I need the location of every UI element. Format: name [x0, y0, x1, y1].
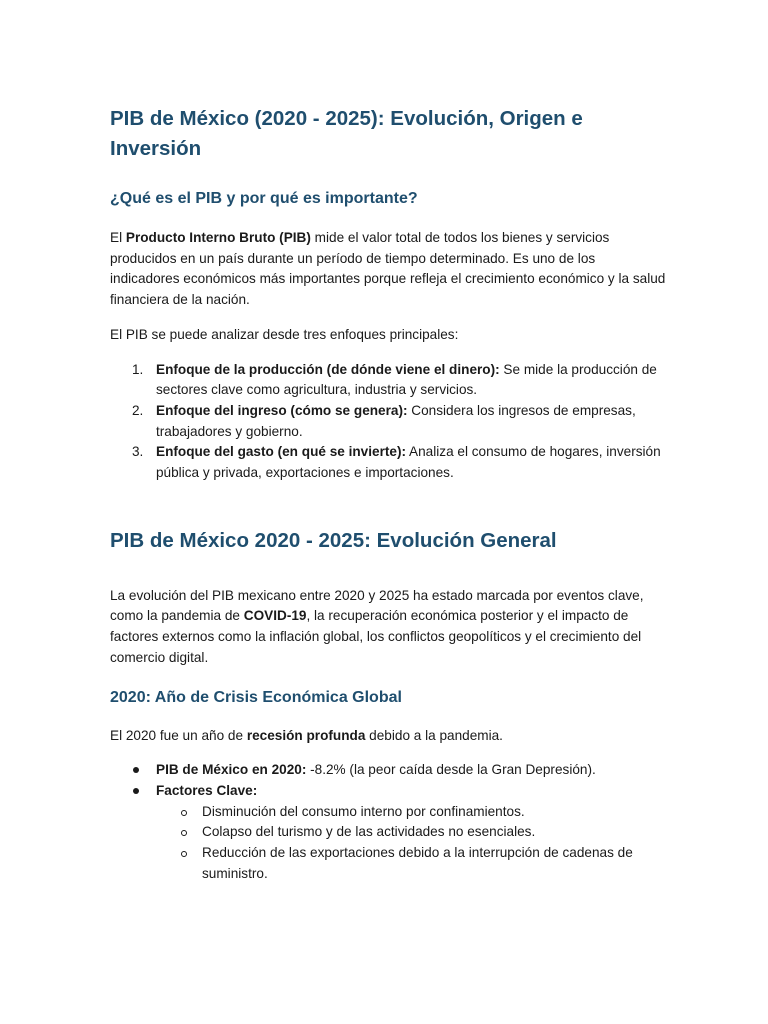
text-run: mide el valor total de todos los bienes y servicios producidos en un país durante un período de tiempo determinado. Es uno de los indicadores económicos más importantes porque refleja el crecimiento económico y la salud financiera de la nación.	[110, 230, 666, 308]
text-run: -8.2% (la peor caída desde la Gran Depresión).	[306, 762, 596, 778]
sublist-item	[110, 822, 668, 843]
bold-term: PIB de México en 2020:	[156, 762, 307, 778]
document-title: PIB de México (2020 - 2025): Evolución, Origen e Inversión	[110, 107, 583, 160]
section-title-evolution: PIB de México 2020 - 2025: Evolución General	[110, 528, 557, 552]
sublist-item	[110, 843, 668, 884]
factors-sublist	[156, 802, 668, 885]
list-item	[110, 781, 668, 885]
bold-term: Factores Clave:	[156, 782, 258, 798]
text-run: Se mide la producción de sectores clave como agricultura, industria y servicios.	[156, 361, 657, 398]
list-number: 2.	[132, 402, 144, 418]
recession-paragraph	[110, 726, 668, 747]
pib-definition-paragraph	[110, 228, 668, 311]
list-item	[110, 360, 668, 401]
text-run: , la recuperación económica posterior y el impacto de factores externos como la inflación global, los conflictos geopolíticos y el crecimiento del comercio digital.	[110, 608, 642, 665]
subsection-heading-2020: 2020: Año de Crisis Económica Global	[110, 688, 402, 706]
approaches-intro-paragraph: El PIB se puede analizar desde tres enfoques principales:	[110, 326, 459, 342]
list-number: 3.	[132, 444, 144, 460]
bold-term: Enfoque de la producción (de dónde viene el dinero):	[156, 361, 500, 377]
hollow-bullet-icon	[181, 810, 187, 816]
bullet-icon	[133, 788, 139, 794]
text-run: La evolución del PIB mexicano entre 2020 y 2025 ha estado marcada por eventos clave, como la pandemia de	[110, 587, 644, 624]
text-run: debido a la pandemia.	[365, 727, 503, 743]
list-item	[110, 760, 668, 781]
text-run: El 2020 fue un año de	[110, 727, 247, 743]
bullet-icon	[133, 767, 139, 773]
list-number: 1.	[132, 361, 144, 377]
text-run: Disminución del consumo interno por confinamientos.	[202, 803, 525, 819]
section-heading-what-is-pib: ¿Qué es el PIB y por qué es importante?	[110, 190, 418, 207]
text-run: Colapso del turismo y de las actividades no esenciales.	[202, 824, 536, 840]
text-run: Analiza el consumo de hogares, inversión pública y privada, exportaciones e importaciones.	[156, 444, 661, 481]
sublist-item	[110, 802, 668, 823]
text-run: Considera los ingresos de empresas, trabajadores y gobierno.	[156, 402, 636, 439]
bold-term: Enfoque del gasto (en qué se invierte):	[156, 444, 407, 460]
approaches-list	[110, 360, 668, 484]
hollow-bullet-icon	[181, 851, 187, 857]
bold-term: COVID-19	[243, 608, 307, 624]
evolution-paragraph	[110, 586, 668, 669]
bold-term: Enfoque del ingreso (cómo se genera):	[156, 402, 408, 418]
bold-term: Producto Interno Bruto (PIB)	[125, 230, 311, 245]
text-run: El	[110, 230, 126, 245]
list-item	[110, 401, 668, 442]
key-facts-list	[110, 760, 668, 884]
list-item	[110, 442, 668, 483]
text-run: Reducción de las exportaciones debido a la interrupción de cadenas de suministro.	[202, 845, 633, 881]
bold-term: recesión profunda	[246, 727, 366, 743]
hollow-bullet-icon	[181, 830, 187, 836]
